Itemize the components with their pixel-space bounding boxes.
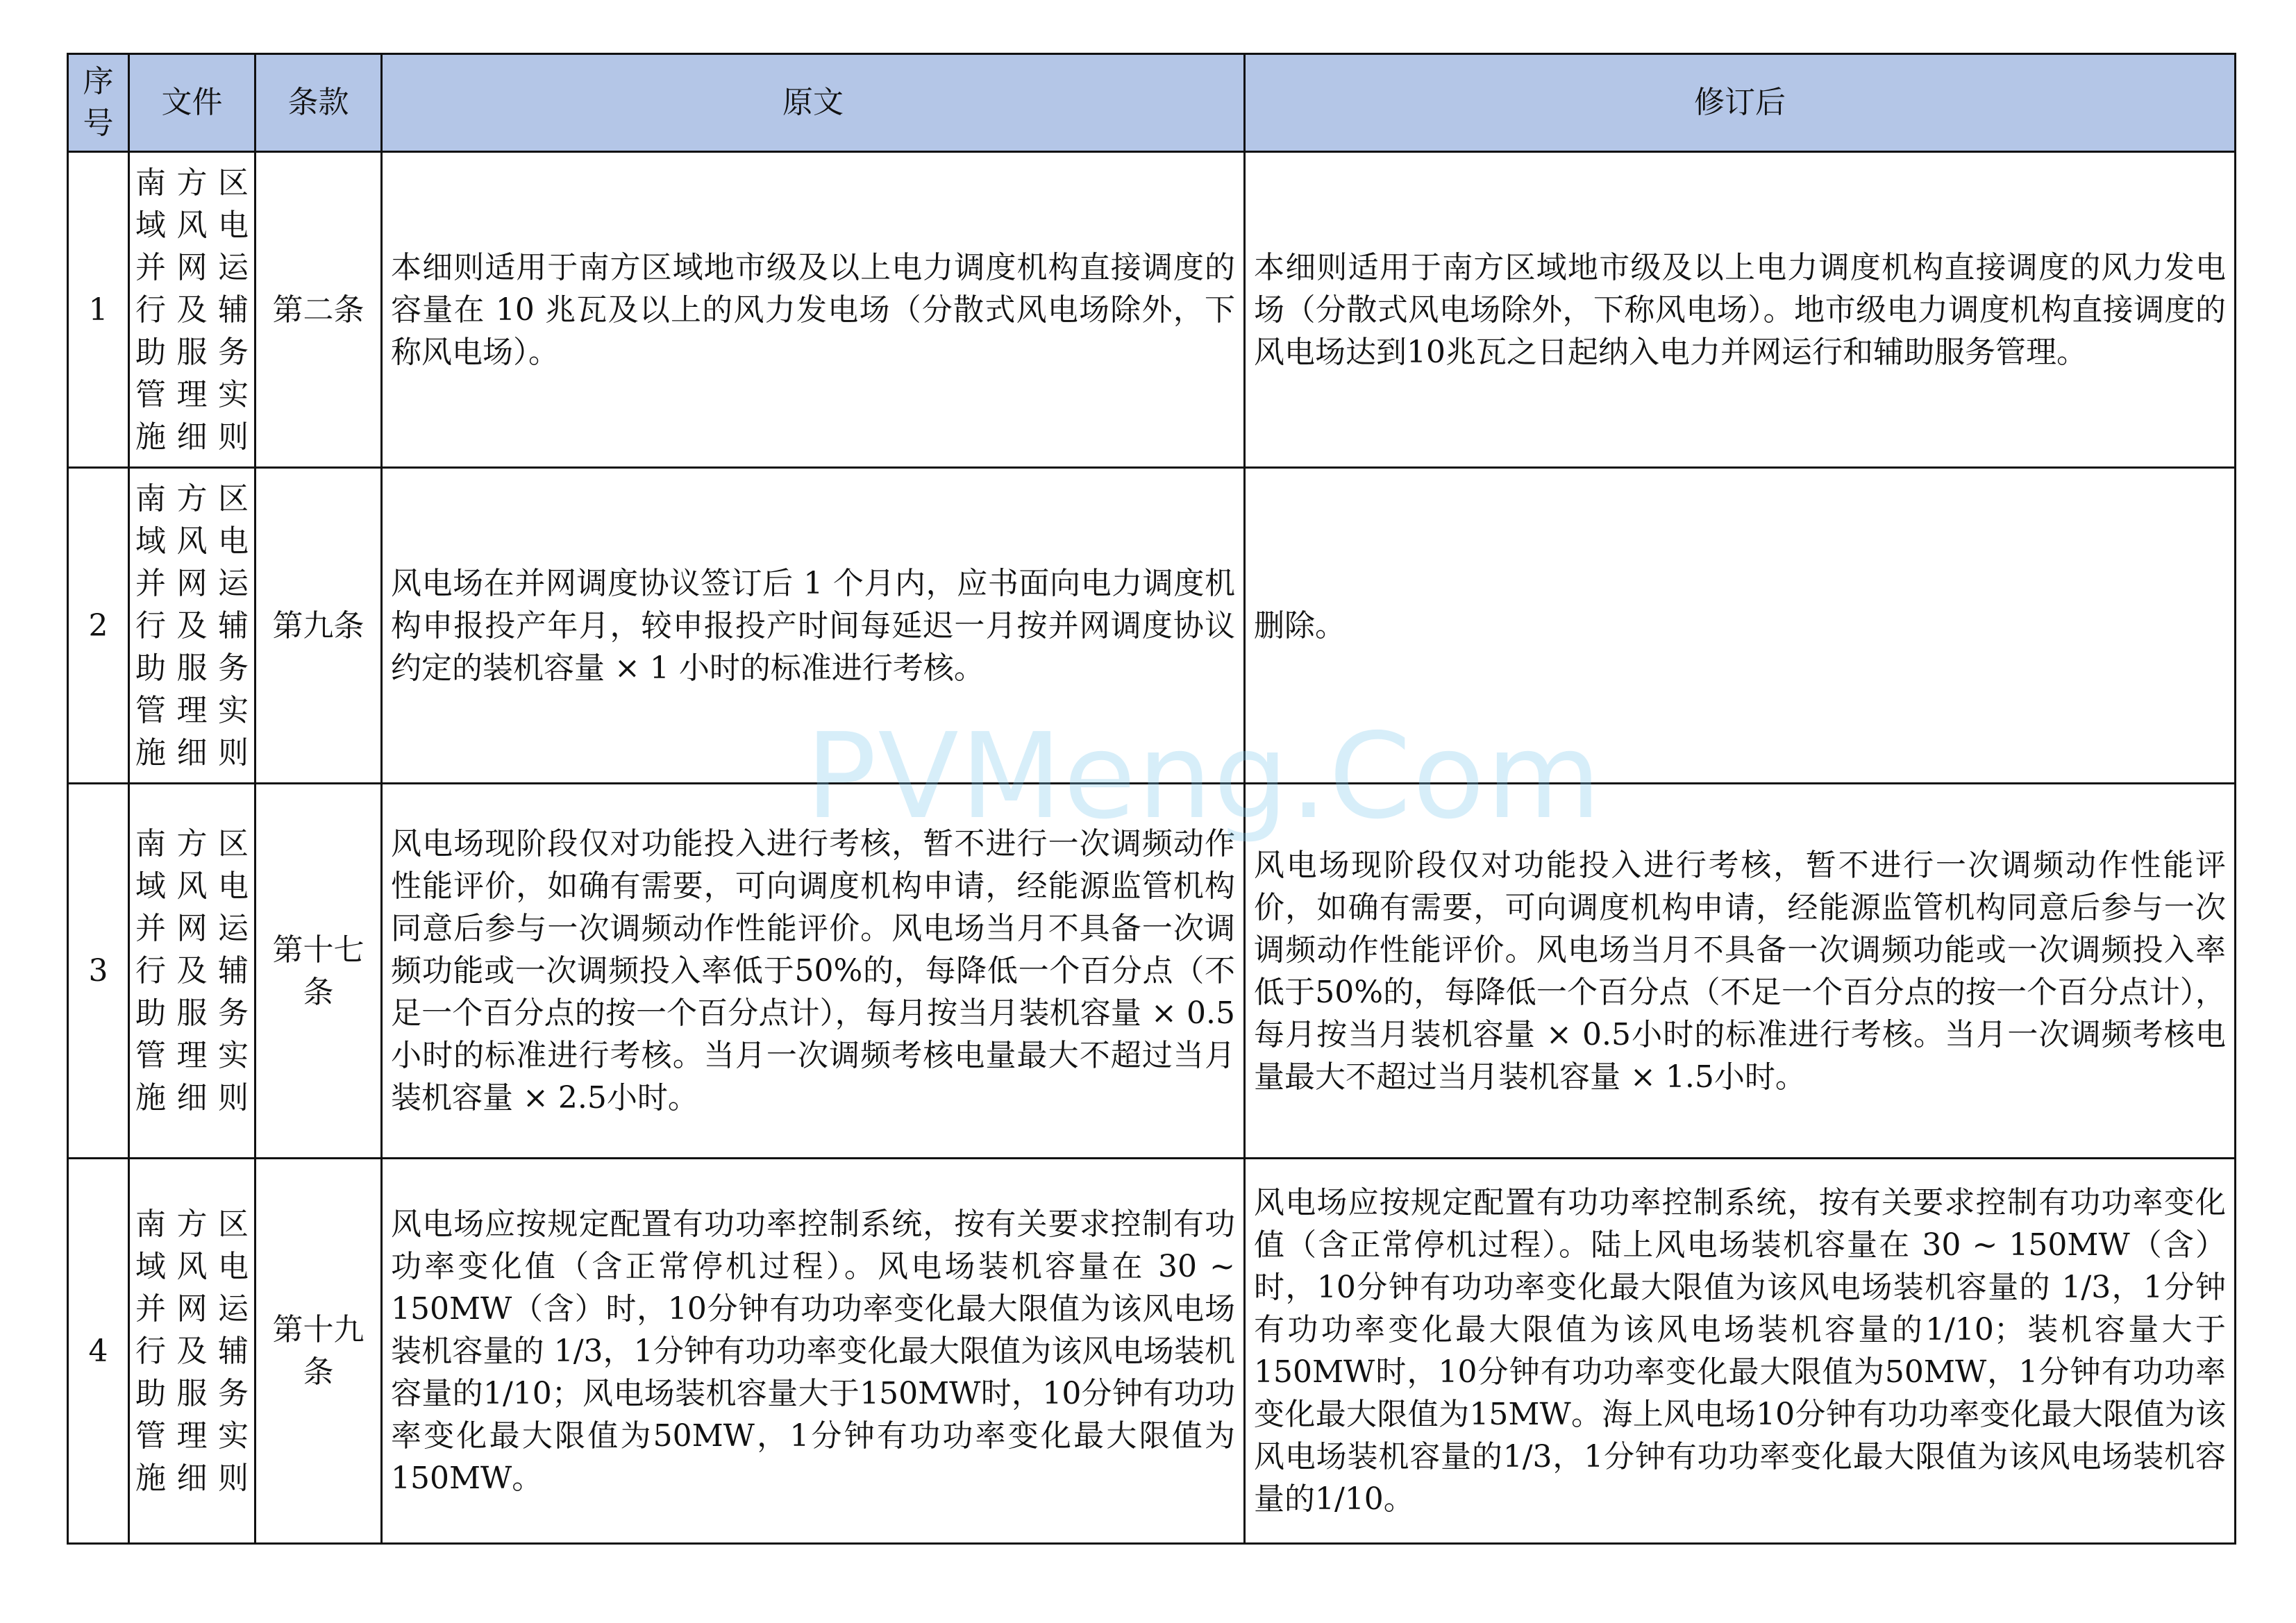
revision-table <box>67 53 2236 1545</box>
row-original-text: 风电场应按规定配置有功功率控制系统，按有关要求控制有功功率变化值（含正常停机过程）。风电场装机容量在 30 ~ 150MW（含）时，10分钟有功功率变化最大限值为该风电场装机容量的 1/3，1分钟有功功率变化最大限值为该风电场装机容量的1/10；风电场装机容量大于150MW时，10分钟有功功率变化最大限值为50MW，1分钟有功功率变化最大限值为150MW。 <box>382 1159 1245 1544</box>
row-file: 南方区域风电并网运行及辅助服务管理实施细则 <box>129 1159 255 1544</box>
row-seq: 4 <box>68 1159 129 1544</box>
table-row <box>68 1159 2236 1544</box>
header-file: 文件 <box>129 54 255 152</box>
row-clause: 第十九条 <box>255 1159 382 1544</box>
row-file: 南方区域风电并网运行及辅助服务管理实施细则 <box>129 468 255 784</box>
watermark-text: PVMeng.Com <box>805 708 1603 846</box>
row-revised-text: 本细则适用于南方区域地市级及以上电力调度机构直接调度的风力发电场（分散式风电场除外，下称风电场）。地市级电力调度机构直接调度的风电场达到10兆瓦之日起纳入电力并网运行和辅助服务管理。 <box>1245 152 2236 468</box>
row-clause: 第九条 <box>255 468 382 784</box>
revision-table-container <box>67 53 2234 1545</box>
row-original-text: 风电场在并网调度协议签订后 1 个月内，应书面向电力调度机构申报投产年月，较申报投产时间每延迟一月按并网调度协议约定的装机容量 × 1 小时的标准进行考核。 <box>382 468 1245 784</box>
header-clause: 条款 <box>255 54 382 152</box>
row-seq: 3 <box>68 784 129 1159</box>
row-original-text: 风电场现阶段仅对功能投入进行考核，暂不进行一次调频动作性能评价，如确有需要，可向调度机构申请，经能源监管机构同意后参与一次调频动作性能评价。风电场当月不具备一次调频功能或一次调频投入率低于50%的，每降低一个百分点（不足一个百分点的按一个百分点计），每月按当月装机容量 × 0.5小时的标准进行考核。当月一次调频考核电量最大不超过当月装机容量 × 2.5小时。 <box>382 784 1245 1159</box>
table-row <box>68 152 2236 468</box>
row-clause: 第二条 <box>255 152 382 468</box>
row-original-text: 本细则适用于南方区域地市级及以上电力调度机构直接调度的容量在 10 兆瓦及以上的风力发电场（分散式风电场除外，下称风电场）。 <box>382 152 1245 468</box>
table-row <box>68 784 2236 1159</box>
row-seq: 2 <box>68 468 129 784</box>
row-seq: 1 <box>68 152 129 468</box>
table-header-row <box>68 54 2236 152</box>
row-revised-text: 风电场现阶段仅对功能投入进行考核，暂不进行一次调频动作性能评价，如确有需要，可向调度机构申请，经能源监管机构同意后参与一次调频动作性能评价。风电场当月不具备一次调频功能或一次调频投入率低于50%的，每降低一个百分点（不足一个百分点的按一个百分点计），每月按当月装机容量 × 0.5小时的标准进行考核。当月一次调频考核电量最大不超过当月装机容量 × 1.5小时。 <box>1245 784 2236 1159</box>
row-clause: 第十七条 <box>255 784 382 1159</box>
header-revised: 修订后 <box>1245 54 2236 152</box>
table-row <box>68 468 2236 784</box>
row-file: 南方区域风电并网运行及辅助服务管理实施细则 <box>129 152 255 468</box>
header-seq: 序号 <box>68 54 129 152</box>
row-file: 南方区域风电并网运行及辅助服务管理实施细则 <box>129 784 255 1159</box>
row-revised-text: 删除。 <box>1245 468 2236 784</box>
row-revised-text: 风电场应按规定配置有功功率控制系统，按有关要求控制有功功率变化值（含正常停机过程）。陆上风电场装机容量在 30 ~ 150MW（含）时，10分钟有功功率变化最大限值为该风电场装机容量的 1/3，1分钟有功功率变化最大限值为该风电场装机容量的1/10；装机容量大于150MW时，10分钟有功功率变化最大限值为50MW，1分钟有功功率变化最大限值为15MW。海上风电场10分钟有功功率变化最大限值为该风电场装机容量的1/3，1分钟有功功率变化最大限值为该风电场装机容量的1/10。 <box>1245 1159 2236 1544</box>
header-original: 原文 <box>382 54 1245 152</box>
